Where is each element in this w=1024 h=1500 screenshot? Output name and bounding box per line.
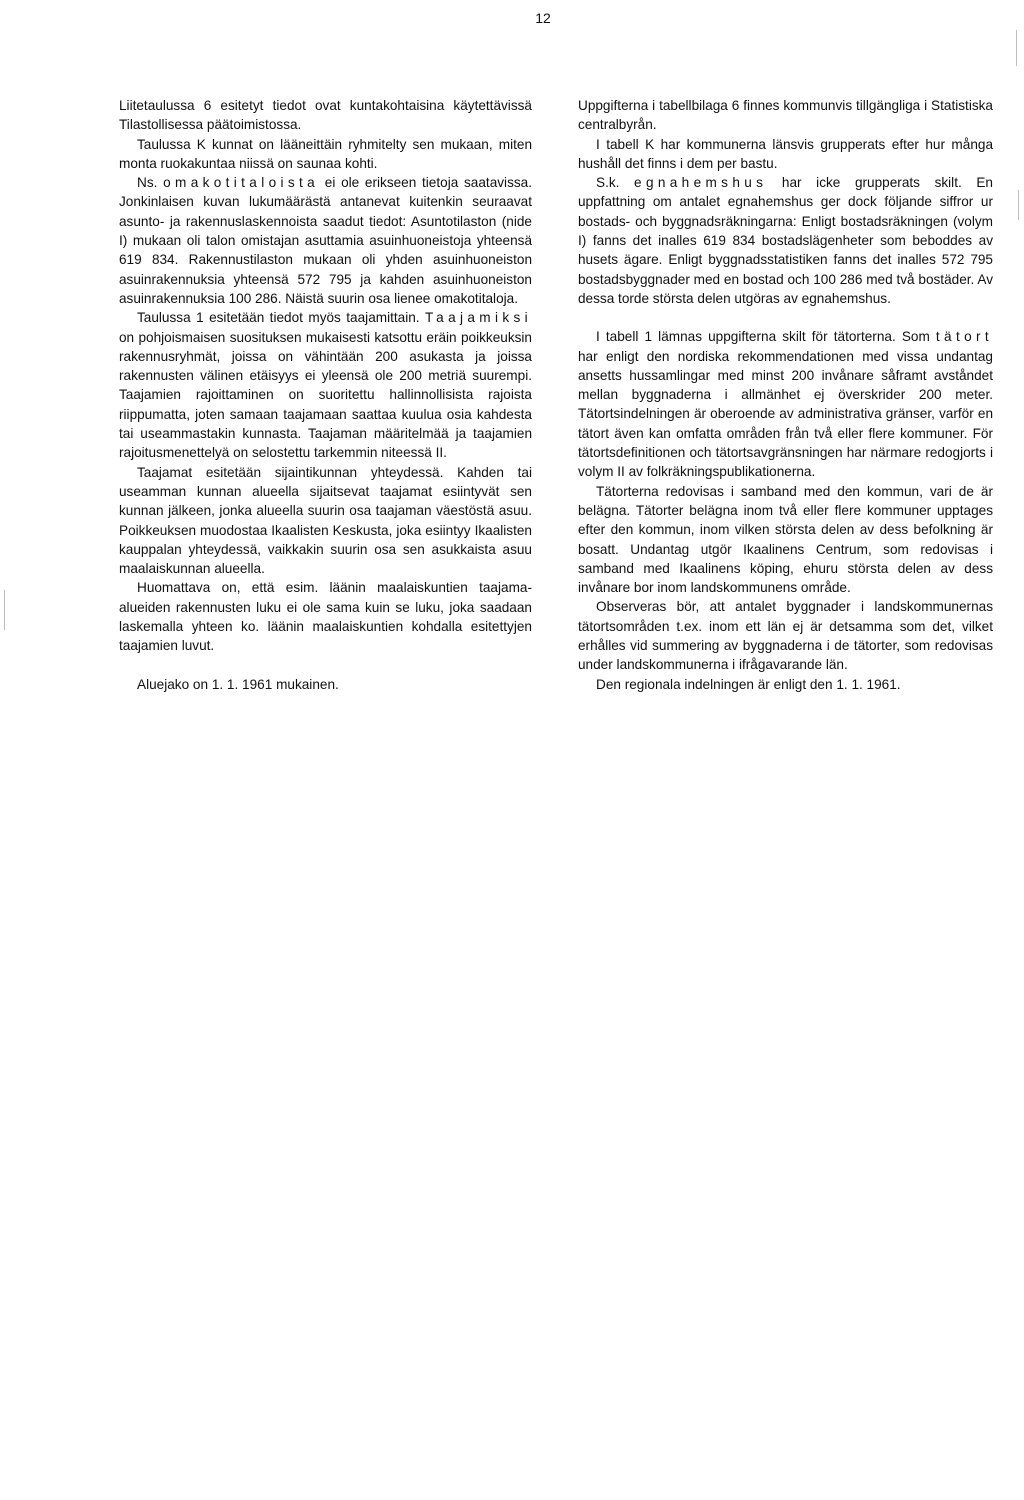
finnish-paragraph-4 (119, 308, 532, 462)
page-number: 12 (535, 10, 551, 26)
swedish-paragraph-3 (578, 173, 993, 308)
finnish-paragraph-2: Taulussa K kunnat on lääneittäin ryhmitelty sen mukaan, miten monta ruokakuntaa niissä on saunaa kohti. (119, 136, 532, 171)
finnish-paragraph-4-rest: on pohjoismaisen suosituksen mukaisesti katsottu eräin poikkeuksin rakennusryhmät, joissa on vähintään 200 asukasta ja joissa rakennusten välinen etäisyys ei yleensä ole 200 metriä suurempi. Taajamien rajoittaminen on suoritettu hallinnollisista rajoista riippumatta, joten samaan taajamaan saattaa kuulua osia kahdesta tai useammastakin kunnasta. Taajaman määritelmää ja taajamien rajoitusmenettelyä on selostettu tarkemmin niteessä II. (119, 329, 532, 461)
swedish-paragraph-3-rest: har icke grupperats skilt. En uppfattning om antalet egnahemshus ger dock följande siffror ur bostads- och byggnadsräkningarna: Enligt bostadsräkningen (volym I) fanns det inalles 619 834 bostadslägenheter som beboddes av husets ägare. Enligt byggnadsstatistiken fanns det inalles 572 795 bostadsbyggnader med en bostad och 100 286 med två bostäder. Av dessa torde största delen utgöras av egnahemshus. (578, 175, 993, 306)
scan-mark-left-edge (4, 590, 5, 630)
swedish-paragraph-4-rest: har enligt den nordiska rekommendationen med vissa undantag ansetts hussamlingar med minst 200 invånare såframt avståndet mellan byggnaderna i allmänhet ej överskrider 200 meter. Tätortsindelningen är oberoende av administrativa gränser, varför en tätort även kan omfatta områden från två eller flere kommuner. För tätortsdefinitionen och tätortsavgränsningen har närmare redogjorts i volym II av folkräkningspublikationerna. (578, 348, 993, 480)
swedish-paragraph-6: Observeras bör, att antalet byggnader i landskommunernas tätortsområden t.ex. inom ett län ej är detsamma som det, vilket erhålles vid summering av byggnaderna i de tätorter, som redovisas under landskommunerna i ifrågavarande län. (578, 599, 993, 673)
swedish-paragraph-3-start: S.k. (596, 175, 635, 191)
swedish-paragraph-7: Den regionala indelningen är enligt den 1. 1. 1961. (596, 676, 901, 692)
scan-mark-right-top (1016, 30, 1017, 66)
finnish-paragraph-6: Huomattava on, että esim. läänin maalaiskuntien taajama-alueiden rakennusten luku ei ole sama kuin se luku, joka saadaan laskemalla yhteen ko. läänin maalaiskuntien kohdalla esitettyjen taajamien luvut. (119, 580, 532, 654)
swedish-paragraph-2: I tabell K har kommunerna länsvis grupperats efter hur många hushåll det finns i dem per bastu. (578, 136, 993, 171)
swedish-paragraph-4 (578, 327, 993, 481)
swedish-paragraph-5: Tätorterna redovisas i samband med den kommun, vari de är belägna. Tätorter belägna inom två eller flere kommuner upptages efter den kommun, inom vilken största delen av dess befolkning är bosatt. Undantag utgör Ikaalinens Centrum, som redovisas i samband med Ikaalinens köping, ehuru största delen av dess invånare bor inom landskommunens område. (578, 483, 993, 596)
swedish-column (578, 96, 993, 694)
finnish-paragraph-7: Aluejako on 1. 1. 1961 mukainen. (137, 676, 339, 692)
finnish-term-omakotitaloista: omakotitaloista (163, 175, 320, 191)
finnish-column (119, 96, 532, 694)
swedish-paragraph-4-start: I tabell 1 lämnas uppgifterna skilt för tätorterna. Som (596, 329, 936, 345)
swedish-term-tatort: tätort (935, 329, 993, 345)
swedish-term-egnahemshus: egnahemshus (634, 175, 768, 191)
finnish-paragraph-1: Liitetaulussa 6 esitetyt tiedot ovat kuntakohtaisina käytettävissä Tilastollisessa päätoimistossa. (119, 98, 532, 133)
finnish-paragraph-3-rest: ei ole erikseen tietoja saatavissa. Jonkinlaisen kuvan lukumäärästä antanevat kuitenkin seuraavat asunto- ja rakennuslaskennoista saadut tiedot: Asuntotilaston (nide I) mukaan oli talon omistajan asuttamia asuinhuoneistoja yhteensä 619 834. Rakennustilaston mukaan oli yhden asuinhuoneiston asuinrakennuksia yhteensä 572 795 ja kahden asuinhuoneiston asuinrakennuksia 100 286. Näistä suurin osa lienee omakotitaloja. (119, 175, 532, 306)
finnish-paragraph-4-start: Taulussa 1 esitetään tiedot myös taajamittain. (137, 310, 426, 326)
swedish-paragraph-1: Uppgifterna i tabellbilaga 6 finnes kommunvis tillgängliga i Statistiska centralbyrån. (578, 98, 993, 133)
finnish-paragraph-3 (119, 173, 532, 308)
finnish-paragraph-3-start: Ns. (137, 175, 164, 191)
finnish-term-taajamiksi: Taajamiksi (425, 310, 532, 326)
scan-mark-right-middle (1018, 190, 1019, 220)
finnish-paragraph-5: Taajamat esitetään sijaintikunnan yhteydessä. Kahden tai useamman kunnan alueella sijaitsevat taajamat esiintyvät sen kunnan jälkeen, jonka alueella suurin osa taajaman väestöstä asuu. Poikkeuksen muodostaa Ikaalisten Keskusta, joka esiintyy Ikaalisten kauppalan yhteydessä, vaikkakin suurin osa sen asukkaista asuu maalaiskunnan alueella. (119, 464, 532, 577)
